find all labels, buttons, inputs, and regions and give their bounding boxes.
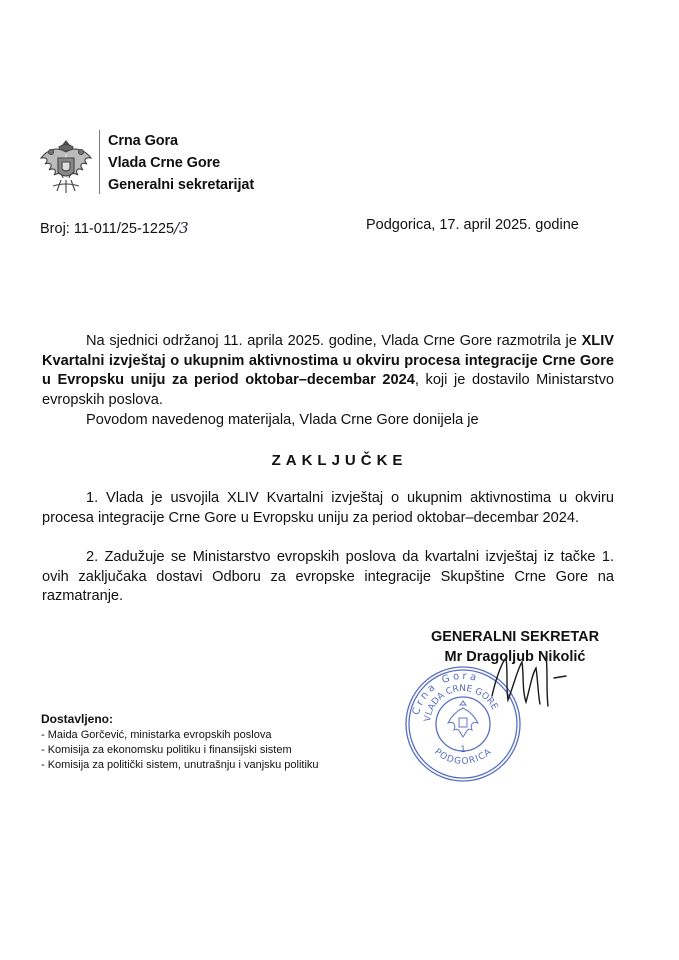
stamp-inner-text: VLADA CRNE GORE: [423, 683, 500, 723]
header-secretariat: Generalni sekretarijat: [108, 177, 255, 193]
intro-paragraph: [42, 332, 614, 410]
place-date: Podgorica, 17. april 2025. godine: [366, 217, 579, 233]
stamp-emblem-icon: [448, 701, 478, 737]
intro-text-b: , koji je dostavilo Ministarstvo evropskih poslova.: [42, 372, 614, 408]
header-government: Vlada Crne Gore: [108, 155, 221, 171]
distribution-label: Dostavljeno:: [41, 712, 114, 726]
intro-text-a: Na sjednici održanoj 11. aprila 2025. godine, Vlada Crne Gore razmotrila je: [86, 333, 582, 349]
handwritten-suffix: /3: [174, 219, 189, 237]
distribution-item: - Maida Gorčević, ministarka evropskih poslova: [41, 729, 272, 741]
handwritten-signature: [486, 648, 570, 710]
intro-text-bold: XLIV Kvartalni izvještaj o ukupnim aktivnostima u okviru procesa integracije Crne Gore u Evropsku uniju za period oktobar–decembar 2024: [42, 333, 614, 388]
stamp-top-text: Crna Gora: [410, 670, 481, 717]
coat-of-arms-icon: [37, 136, 95, 198]
stamp-bottom-text: PODGORICA: [432, 746, 495, 768]
document-title: ZAKLJUČKE: [271, 452, 408, 469]
header-country: Crna Gora: [108, 133, 179, 149]
header-divider: [99, 130, 100, 194]
conclusion-2: 2. Zadužuje se Ministarstvo evropskih poslova da kvartalni izvještaj iz tačke 1. ovih zaključaka dostavi Odboru za evropske integracije Skupštine Crne Gore na razmatranje.: [42, 549, 614, 604]
decision-intro: Povodom navedenog materijala, Vlada Crne Gore donijela je: [86, 412, 479, 428]
signature-name: Mr Dragoljub Nikolić: [444, 649, 586, 665]
distribution-item: - Komisija za politički sistem, unutrašnju i vanjsku politiku: [41, 759, 319, 771]
distribution-item: - Komisija za ekonomsku politiku i finansijski sistem: [41, 744, 292, 756]
stamp-number: 1: [460, 745, 466, 755]
reference-number: [40, 219, 189, 237]
signature-role: GENERALNI SEKRETAR: [430, 629, 600, 645]
reference-number-text: Broj: 11-011/25-1225: [40, 221, 175, 237]
conclusion-1: 1. Vlada je usvojila XLIV Kvartalni izvještaj o ukupnim aktivnostima u okviru procesa integracije Crne Gore u Evropsku uniju za period oktobar–decembar 2024.: [42, 490, 614, 526]
